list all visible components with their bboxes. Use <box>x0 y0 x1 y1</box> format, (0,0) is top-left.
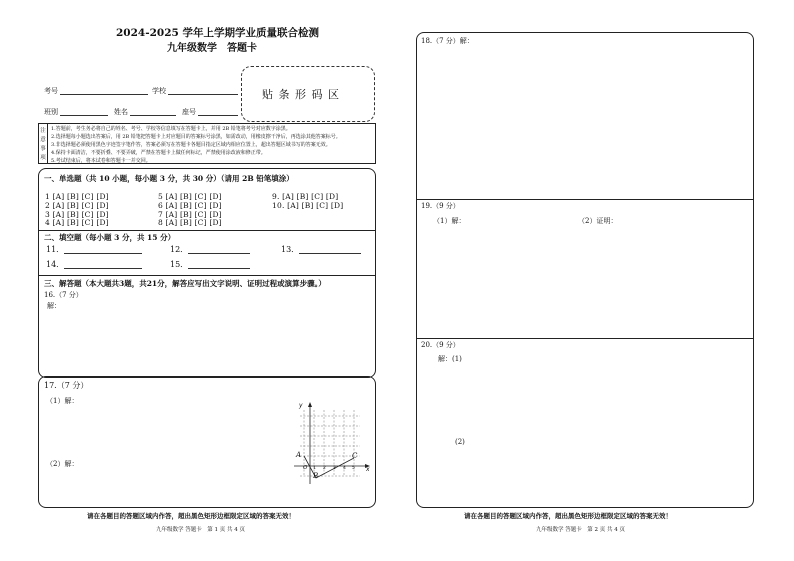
q16-solution[interactable]: 解： <box>47 302 61 310</box>
q20-part2[interactable]: (2) <box>455 438 465 446</box>
fill-q12[interactable]: 12． <box>170 246 250 254</box>
name-label: 姓名 <box>114 108 128 116</box>
fill-q14[interactable]: 14． <box>46 261 142 269</box>
exam-title: 2024-2025 学年上学期学业质量联合检测 <box>116 27 319 39</box>
fill-q15[interactable]: 15． <box>170 261 250 269</box>
barcode-area <box>241 66 375 122</box>
notice-line: 3.非选择题必须使用黑色字迹签字笔作答，答案必须写在答题卡各题目指定区域内相应位置上，超出答题区域书写的答案无效。 <box>51 142 331 148</box>
seat-line <box>198 108 238 116</box>
class-line <box>60 108 108 116</box>
exam-no-label: 考号 <box>44 87 58 95</box>
school-field[interactable] <box>152 87 238 95</box>
barcode-label: 贴 条 形 码 区 <box>262 88 340 101</box>
answer-box-right <box>416 32 754 508</box>
q17-part1[interactable]: （1）解： <box>46 397 79 405</box>
mc-column-3[interactable]: 9. [A] [B] [C] [D] 10. [A] [B] [C] [D] <box>272 192 344 210</box>
notice-line: 4.保持卡面清洁，不要折叠、不要弄破，严禁在答题卡上做任何标记，严禁使用涂改液和修正带。 <box>51 150 266 156</box>
exam-no-field[interactable] <box>44 87 148 95</box>
mc-column-2[interactable]: 5 [A] [B] [C] [D] 6 [A] [B] [C] [D] 7 [A] [B] [C] [D] 8 [A] [B] [C] [D] <box>158 192 222 228</box>
name-field[interactable] <box>114 108 176 116</box>
divider <box>39 275 375 276</box>
point-a-label: A <box>296 451 302 459</box>
q18-label[interactable]: 18.（7 分）解： <box>421 37 474 45</box>
x-axis-label: x <box>366 466 370 473</box>
divider <box>39 230 375 231</box>
class-label: 班别 <box>44 108 58 116</box>
notice-line: 5.考试结束后，将本试卷和答题卡一并交回。 <box>51 158 151 164</box>
fill-q11[interactable]: 11． <box>46 246 142 254</box>
x-tick: 4 <box>343 466 346 471</box>
divider <box>417 338 753 339</box>
x-tick: 3 <box>333 466 336 471</box>
divider <box>417 199 753 200</box>
origin-label: O <box>303 465 308 471</box>
name-line <box>130 108 176 116</box>
notice-box <box>38 123 376 164</box>
footer-warning-left: 请在各题目的答题区域内作答，超出黑色矩形边框限定区域的答案无效！ <box>87 512 295 520</box>
notice-line: 2.选择题每小题选出答案后，用 2B 铅笔把答题卡上对应题目的答案标号涂黑，如需改动，用橡皮擦干净后，再选涂其他答案标号。 <box>51 134 341 140</box>
seat-field[interactable] <box>182 108 238 116</box>
section3-title: 三、解答题（本大题共3题，共21分，解答应写出文字说明、证明过程或演算步骤。） <box>44 279 326 288</box>
notice-lines <box>51 125 373 165</box>
fill-q13[interactable]: 13． <box>281 246 361 254</box>
footer-warning-right: 请在各题目的答题区域内作答，超出黑色矩形边框限定区域的答案无效！ <box>464 512 672 520</box>
q20-part1[interactable]: 解：(1) <box>438 355 462 363</box>
q19-part2[interactable]: （2）证明： <box>578 217 618 225</box>
seat-label: 座号 <box>182 108 196 116</box>
exam-subtitle: 九年级数学 答题卡 <box>167 43 257 54</box>
notice-line: 1.答题前，考生务必将自己的姓名、考号、学校等信息填写在答题卡上，并用 2B 铅笔将考号对应数字涂黑。 <box>51 126 291 132</box>
y-arrow <box>308 402 312 407</box>
class-field[interactable] <box>44 108 108 116</box>
q19-part1[interactable]: （1）解： <box>433 217 466 225</box>
notice-label: 注 意 事 项 <box>39 124 48 163</box>
school-label: 学校 <box>152 87 166 95</box>
page-number-right: 九年级数学 答题卡 第 2 页 共 4 页 <box>536 527 625 533</box>
y-axis-label: y <box>299 402 303 409</box>
x-tick: 1 <box>313 466 316 471</box>
x-tick: 2 <box>323 466 326 471</box>
q17-part2[interactable]: （2）解： <box>46 460 79 468</box>
exam-no-line <box>60 87 148 95</box>
q17-label: 17.（7 分） <box>44 381 89 390</box>
q19-label: 19.（9 分） <box>421 202 460 210</box>
section2-title: 二、填空题（每小题 3 分，共 15 分） <box>44 233 176 242</box>
page-number-left: 九年级数学 答题卡 第 1 页 共 4 页 <box>156 527 245 533</box>
triangle-abc <box>304 456 354 478</box>
section1-title: 一、单选题（共 10 小题，每小题 3 分，共 30 分）（请用 2B 铅笔填涂） <box>44 174 294 183</box>
x-tick: 5 <box>352 466 355 471</box>
coordinate-grid <box>290 400 372 486</box>
q16-label: 16.（7 分） <box>44 291 83 299</box>
point-b-label: B <box>313 472 319 480</box>
point-c-label: C <box>352 452 358 460</box>
mc-column-1[interactable]: 1 [A] [B] [C] [D] 2 [A] [B] [C] [D] 3 [A] [B] [C] [D] 4 [A] [B] [C] [D] <box>45 192 109 228</box>
q20-label: 20.（9 分） <box>421 341 460 349</box>
school-line <box>168 87 238 95</box>
